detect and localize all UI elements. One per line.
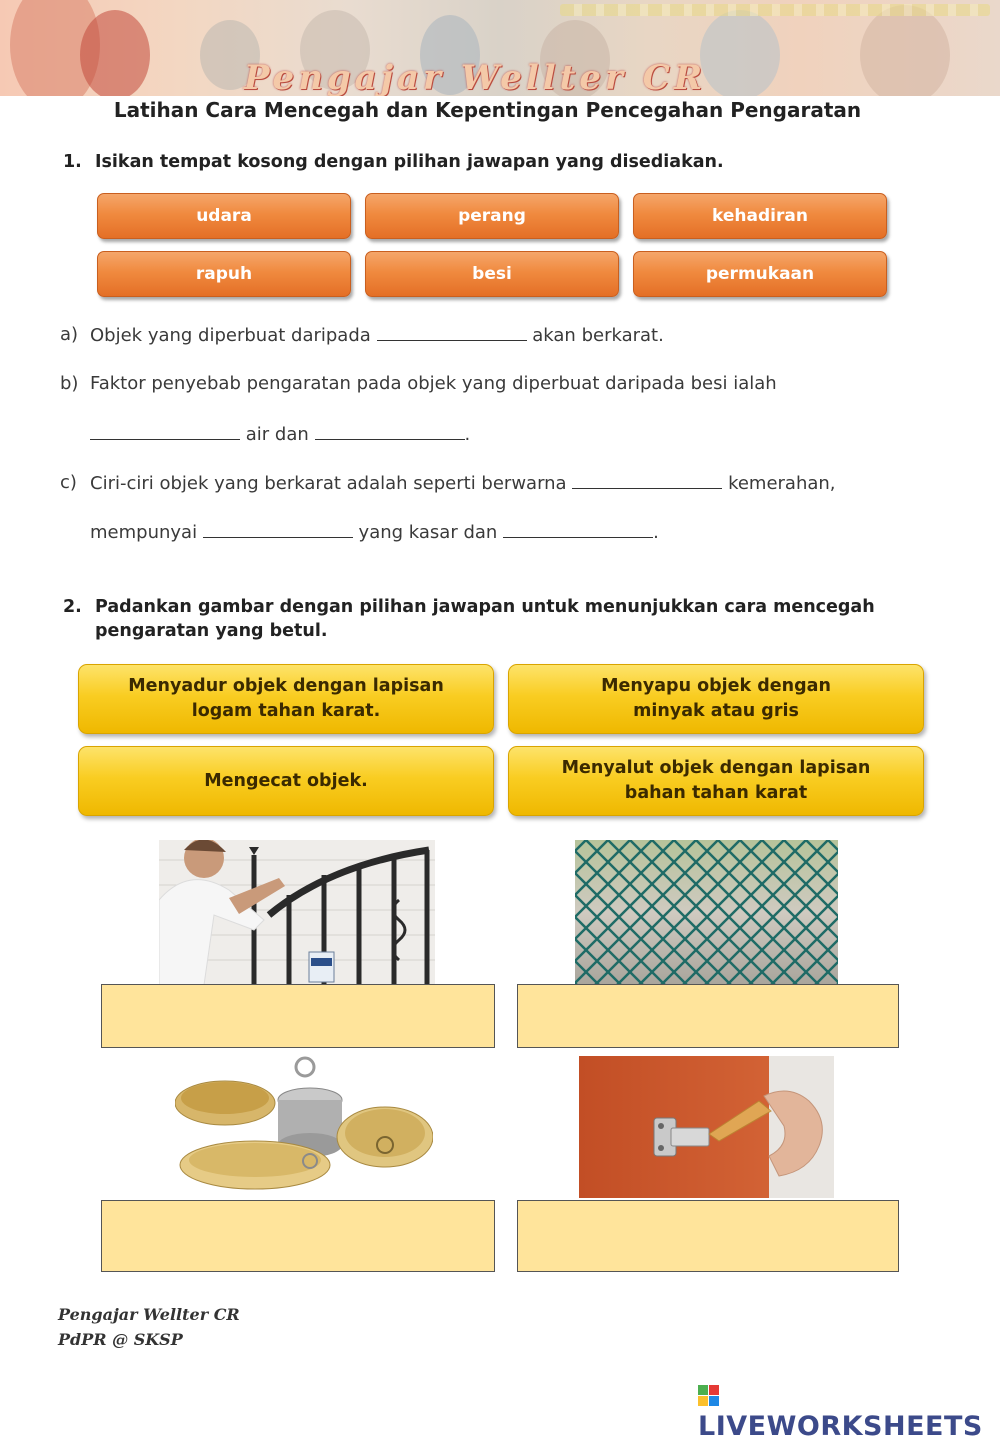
- option-permukaan[interactable]: permukaan: [633, 251, 887, 297]
- q2-instruction-line1: Padankan gambar dengan pilihan jawapan untuk menunjukkan cara mencegah: [95, 597, 875, 617]
- item-b-text2: air dan: [245, 424, 309, 445]
- item-a-sentence: [90, 324, 664, 346]
- item-c-text1: Ciri-ciri objek yang berkarat adalah seperti berwarna: [90, 473, 567, 494]
- option-udara[interactable]: udara: [97, 193, 351, 239]
- author-signature-line1: Pengajar Wellter CR: [58, 1305, 240, 1324]
- blank-b2[interactable]: [315, 423, 465, 440]
- blank-c3[interactable]: [503, 521, 653, 538]
- option-menyalut-line1: Menyalut objek dengan lapisan: [561, 758, 871, 778]
- option-menyadur-line2: logam tahan karat.: [191, 701, 381, 721]
- banner-title: Pengajar Wellter CR: [243, 58, 707, 96]
- item-c-text4: yang kasar dan: [358, 522, 498, 543]
- blank-b1[interactable]: [90, 423, 240, 440]
- item-b-line1: Faktor penyebab pengaratan pada objek yang diperbuat daripada besi ialah: [90, 373, 777, 394]
- q2-instruction-line2: pengaratan yang betul.: [95, 621, 328, 641]
- option-menyapu-line1: Menyapu objek dengan: [601, 676, 831, 696]
- item-c-line2: [90, 521, 659, 543]
- item-c-text3: mempunyai: [90, 522, 198, 543]
- item-b-text3: .: [464, 424, 471, 445]
- option-besi[interactable]: besi: [365, 251, 619, 297]
- oiling-hinge-picture: [579, 1056, 834, 1198]
- q1-number: 1.: [63, 152, 82, 172]
- option-perang[interactable]: perang: [365, 193, 619, 239]
- option-menyadur-line1: Menyadur objek dengan lapisan: [128, 676, 444, 696]
- option-mengecat[interactable]: [78, 746, 494, 816]
- header-banner: [0, 0, 1000, 96]
- item-c-label: c): [60, 472, 77, 493]
- item-a-text2: akan berkarat.: [532, 325, 664, 346]
- option-menyapu-line2: minyak atau gris: [633, 701, 799, 721]
- item-b-sentence: [90, 423, 470, 445]
- tin-cans-picture: [175, 1055, 433, 1192]
- liveworksheets-logo[interactable]: [698, 1380, 1000, 1442]
- item-c-text2: kemerahan,: [728, 473, 836, 494]
- author-signature-line2: PdPR @ SKSP: [58, 1330, 183, 1349]
- blank-c2[interactable]: [203, 521, 353, 538]
- blank-a1[interactable]: [377, 324, 527, 341]
- item-a-label: a): [60, 324, 79, 345]
- item-c-text5: .: [653, 522, 659, 543]
- option-rapuh[interactable]: rapuh: [97, 251, 351, 297]
- option-kehadiran[interactable]: kehadiran: [633, 193, 887, 239]
- option-menyapu[interactable]: [508, 664, 924, 734]
- q1-instruction: Isikan tempat kosong dengan pilihan jawapan yang disediakan.: [95, 152, 724, 172]
- banner-stripe: [560, 4, 990, 16]
- drop-box-4[interactable]: [517, 1200, 899, 1272]
- option-menyalut[interactable]: [508, 746, 924, 816]
- option-menyalut-line2: bahan tahan karat: [624, 783, 808, 803]
- blank-c1[interactable]: [572, 472, 722, 489]
- drop-box-2[interactable]: [517, 984, 899, 1048]
- worksheet-title: Latihan Cara Mencegah dan Kepentingan Pencegahan Pengaratan: [113, 98, 862, 122]
- q2-number: 2.: [63, 597, 82, 617]
- painting-gate-picture: [159, 840, 435, 985]
- drop-box-1[interactable]: [101, 984, 495, 1048]
- chain-link-fence-picture: [575, 840, 838, 985]
- item-a-text1: Objek yang diperbuat daripada: [90, 325, 371, 346]
- option-menyadur[interactable]: [78, 664, 494, 734]
- drop-box-3[interactable]: [101, 1200, 495, 1272]
- liveworksheets-logo-icon: [698, 1385, 720, 1407]
- liveworksheets-logo-text: LIVEWORKSHEETS: [698, 1411, 983, 1442]
- item-b-label: b): [60, 373, 79, 394]
- item-c-line1: [90, 472, 836, 494]
- option-mengecat-label: Mengecat objek.: [204, 770, 368, 791]
